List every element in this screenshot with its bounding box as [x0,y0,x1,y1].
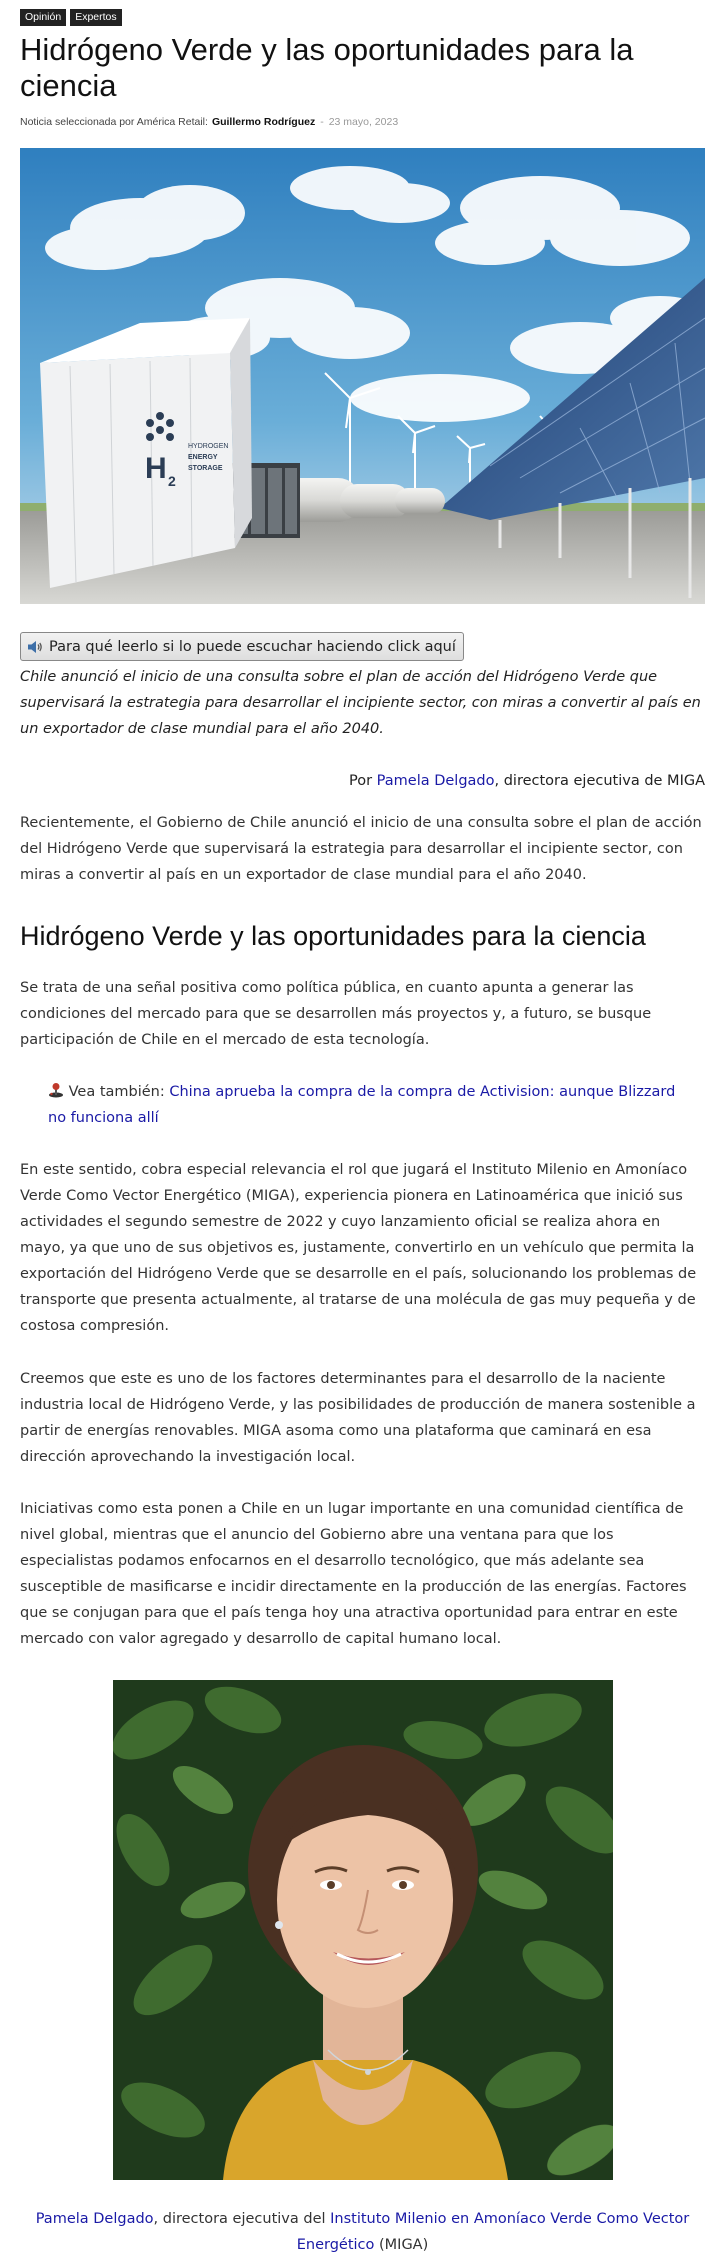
byline [349,769,705,793]
hero-label-sub: 2 [168,473,176,489]
meta-author[interactable]: Guillermo Rodríguez [211,116,316,128]
listen-button-label: Para qué leerlo si lo puede escuchar haciendo click aquí [49,638,456,655]
paragraph-4: Creemos que este es uno de los factores determinantes para el desarrollo de la naciente industria local de Hidrógeno Verde, y las posibilidades de producción de manera sostenible a partir de energías renovables. MIGA asoma como una plataforma que caminará en esa dirección aprovechando la investigación local. [20,1371,696,1465]
portrait-caption [20,2206,705,2258]
author-portrait [113,1680,613,2180]
hydrogen-storage-illustration [20,148,705,604]
caption-institute-link[interactable]: Instituto Milenio en Amoníaco Verde Como Vector Energético [296,2211,690,2253]
hero-label-line1: HYDROGEN [188,443,229,450]
caption-suffix: (MIGA) [374,2237,429,2253]
hero-label-line3: STORAGE [188,465,223,472]
caption-author-link[interactable]: Pamela Delgado [35,2211,154,2227]
category-tag-opinion[interactable]: Opinión [20,9,66,26]
article-meta [20,116,398,128]
caption-middle: , directora ejecutiva del [153,2211,331,2227]
article-lede: Chile anunció el inicio de una consulta sobre el plan de acción del Hidrógeno Verde que supervisará la estrategia para desarrollar el incipiente sector, con miras a convertir al país en un exportador de clase mundial para el año 2040. [20,669,701,737]
hero-image [20,148,705,604]
hero-label-brand: H [145,452,167,485]
joystick-icon [48,1082,64,1098]
byline-suffix: , directora ejecutiva de MIGA [494,773,705,789]
article-title: Hidrógeno Verde y las oportunidades para la ciencia [20,32,634,103]
meta-separator: - [320,116,324,128]
meta-date: 23 mayo, 2023 [328,116,399,128]
meta-prefix: Noticia seleccionada por América Retail: [20,116,208,128]
see-also [48,1079,688,1131]
listen-button[interactable] [20,632,464,661]
paragraph-5: Iniciativas como esta ponen a Chile en un lugar importante en una comunidad científica de nivel global, mientras que el anuncio del Gobierno abre una ventana para que los especialistas podamos enfocarnos en el desarrollo tecnológico, que más adelante sea susceptible de masificarse e incidir directamente en la producción de las energías. Factores que se conjugan para que el país tenga hoy una atractiva oportunidad para entrar en este mercado con valor agregado y desarrollo de capital humano local. [20,1501,687,1647]
category-tags [20,9,122,26]
hero-label-line2: ENERGY [188,454,218,461]
see-also-link[interactable]: China aprueba la compra de la compra de Activision: aunque Blizzard no funciona allí [48,1084,676,1126]
paragraph-3: En este sentido, cobra especial relevancia el rol que jugará el Instituto Milenio en Amoníaco Verde Como Vector Energético (MIGA), experiencia pionera en Latinoamérica que inició sus actividades el segundo semestre de 2022 y cuyo lanzamiento oficial se realiza ahora en mayo, ya que uno de sus objetivos es, justamente, convertirlo en un vehículo que permita la exportación del Hidrógeno Verde que se desarrolle en el país, solucionando los problemas de transporte que presenta actualmente, al tratarse de una molécula de gas muy pequeña y de costosa compresión. [20,1162,697,1334]
byline-prefix: Por [349,773,373,789]
portrait-illustration [113,1680,613,2180]
speaker-icon [27,640,43,654]
paragraph-1: Recientemente, el Gobierno de Chile anunció el inicio de una consulta sobre el plan de acción del Hidrógeno Verde que supervisará la estrategia para desarrollar el incipiente sector, con miras a convertir al país en un exportador de clase mundial para el año 2040. [20,815,702,883]
subheading: Hidrógeno Verde y las oportunidades para la ciencia [20,921,646,951]
paragraph-2: Se trata de una señal positiva como política pública, en cuanto apunta a generar las condiciones del mercado para que se desarrollen más proyectos y, a futuro, se busque participación de Chile en el mercado de esta tecnología. [20,980,652,1048]
byline-author-link[interactable]: Pamela Delgado [376,773,495,789]
category-tag-expertos[interactable]: Expertos [70,9,121,26]
see-also-label: Vea también: [68,1084,165,1100]
